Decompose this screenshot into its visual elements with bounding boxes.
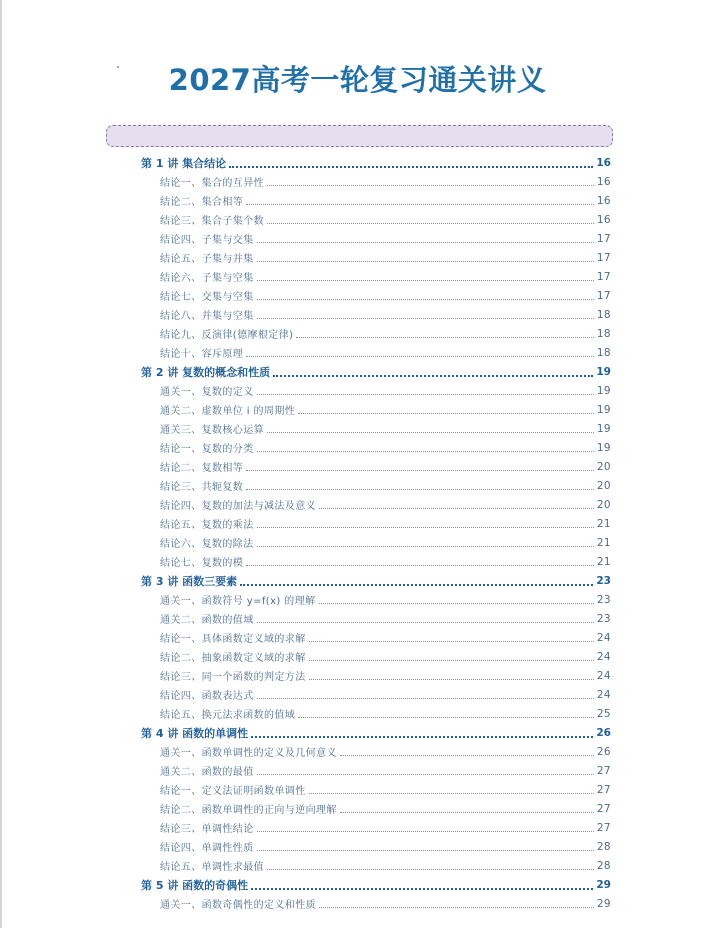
toc-subsection-entry[interactable]	[141, 172, 611, 191]
toc-subsection-entry[interactable]	[141, 476, 611, 495]
toc-entry-title: 结论八、并集与空集	[160, 311, 254, 322]
dot-leader	[246, 460, 594, 471]
toc-subsection-entry[interactable]	[141, 191, 611, 210]
toc-subsection-entry[interactable]	[141, 533, 611, 552]
toc-page-number: 17	[596, 251, 611, 264]
toc-page-number: 18	[596, 327, 611, 340]
toc-page-number: 17	[596, 270, 611, 283]
dot-leader	[267, 213, 594, 224]
dot-leader	[257, 384, 594, 395]
dot-leader	[309, 669, 594, 680]
toc-page-number: 28	[596, 840, 611, 853]
toc-entry-title: 结论一、复数的分类	[160, 444, 254, 455]
toc-entry-title: 结论十、容斥原理	[160, 349, 244, 360]
toc-entry-title: 通关一、复数的定义	[160, 387, 254, 398]
dot-leader	[257, 270, 594, 281]
toc-subsection-entry[interactable]	[141, 894, 611, 913]
toc-page-number: 21	[596, 517, 611, 530]
toc-entry-title: 第 3 讲 函数三要素	[141, 574, 238, 588]
toc-subsection-entry[interactable]	[141, 381, 611, 400]
dot-leader	[257, 289, 594, 300]
toc-page-number: 19	[596, 422, 611, 435]
toc-page-number: 19	[596, 365, 611, 378]
toc-subsection-entry[interactable]	[141, 647, 611, 666]
toc-entry-title: 结论一、集合的互异性	[160, 178, 264, 189]
dot-leader	[267, 175, 594, 186]
toc-page-number: 24	[596, 631, 611, 644]
toc-entry-title: 结论二、抽象函数定义域的求解	[160, 653, 306, 664]
dot-leader	[319, 498, 594, 509]
toc-entry-title: 通关三、复数核心运算	[160, 425, 264, 436]
toc-subsection-entry[interactable]	[141, 229, 611, 248]
toc-subsection-entry[interactable]	[141, 742, 611, 761]
dot-leader	[251, 726, 593, 738]
page-edge	[0, 0, 2, 928]
toc-subsection-entry[interactable]	[141, 837, 611, 856]
dot-leader	[257, 441, 594, 452]
toc-subsection-entry[interactable]	[141, 286, 611, 305]
toc-page-number: 16	[596, 175, 611, 188]
toc-subsection-entry[interactable]	[141, 324, 611, 343]
toc-page-number: 26	[596, 726, 611, 739]
dot-leader	[240, 574, 593, 586]
toc-subsection-entry[interactable]	[141, 343, 611, 362]
toc-subsection-entry[interactable]	[141, 685, 611, 704]
dot-leader	[229, 156, 593, 168]
toc-page-number: 27	[596, 764, 611, 777]
toc-subsection-entry[interactable]	[141, 400, 611, 419]
toc-subsection-entry[interactable]	[141, 780, 611, 799]
toc-entry-title: 结论三、集合子集个数	[160, 216, 264, 227]
toc-page-number: 27	[596, 821, 611, 834]
toc-page-number: 18	[596, 308, 611, 321]
toc-chapter-entry[interactable]	[141, 153, 611, 172]
toc-entry-title: 结论六、子集与空集	[160, 273, 254, 284]
toc-entry-title: 通关二、函数的最值	[160, 767, 254, 778]
toc-subsection-entry[interactable]	[141, 495, 611, 514]
dot-leader	[257, 688, 594, 699]
toc-page-number: 20	[596, 498, 611, 511]
toc-entry-title: 结论二、集合相等	[160, 197, 244, 208]
dot-leader	[267, 859, 594, 870]
toc-chapter-entry[interactable]	[141, 362, 611, 381]
toc-entry-title: 第 1 讲 集合结论	[141, 156, 227, 170]
toc-entry-title: 第 2 讲 复数的概念和性质	[141, 365, 271, 379]
toc-page-number: 29	[596, 878, 611, 891]
toc-entry-title: 结论五、单调性求最值	[160, 862, 264, 873]
toc-subsection-entry[interactable]	[141, 590, 611, 609]
toc-entry-title: 结论九、反演律(德摩根定律)	[160, 330, 294, 341]
toc-subsection-entry[interactable]	[141, 210, 611, 229]
toc-entry-title: 结论一、具体函数定义域的求解	[160, 634, 306, 645]
toc-page-number: 16	[596, 213, 611, 226]
toc-entry-title: 结论五、子集与并集	[160, 254, 254, 265]
toc-subsection-entry[interactable]	[141, 609, 611, 628]
dot-leader	[257, 536, 594, 547]
toc-entry-title: 结论五、复数的乘法	[160, 520, 254, 531]
dot-leader	[257, 821, 594, 832]
toc-entry-title: 结论三、同一个函数的判定方法	[160, 672, 306, 683]
toc-page-number: 18	[596, 346, 611, 359]
toc-page-number: 24	[596, 688, 611, 701]
dot-leader	[309, 650, 594, 661]
toc-page-number: 29	[596, 897, 611, 910]
toc-entry-title: 结论四、复数的加法与减法及意义	[160, 501, 316, 512]
toc-page-number: 27	[596, 802, 611, 815]
dot-leader	[340, 802, 594, 813]
toc-page-number: 20	[596, 460, 611, 473]
dot-leader	[273, 365, 593, 377]
dot-leader	[257, 308, 594, 319]
dot-leader	[309, 631, 594, 642]
toc-page-number: 21	[596, 536, 611, 549]
dot-leader	[298, 707, 594, 718]
dot-leader	[246, 479, 594, 490]
toc-page-number: 23	[596, 612, 611, 625]
toc-subsection-entry[interactable]	[141, 457, 611, 476]
toc-subsection-entry[interactable]	[141, 666, 611, 685]
toc-entry-title: 结论一、定义法证明函数单调性	[160, 786, 306, 797]
toc-page-number: 23	[596, 593, 611, 606]
toc-entry-title: 结论四、单调性性质	[160, 843, 254, 854]
dot-leader	[257, 517, 594, 528]
dot-leader	[246, 194, 594, 205]
toc-page-number: 24	[596, 650, 611, 663]
toc-entry-title: 结论七、复数的模	[160, 558, 244, 569]
toc-entry-title: 结论四、子集与交集	[160, 235, 254, 246]
toc-subsection-entry[interactable]	[141, 248, 611, 267]
toc-entry-title: 结论七、交集与空集	[160, 292, 254, 303]
toc-page-number: 17	[596, 289, 611, 302]
toc-subsection-entry[interactable]	[141, 704, 611, 723]
toc-subsection-entry[interactable]	[141, 818, 611, 837]
toc-page-number: 17	[596, 232, 611, 245]
toc-entry-title: 第 5 讲 函数的奇偶性	[141, 878, 249, 892]
dot-leader	[257, 840, 594, 851]
toc-page-number: 27	[596, 783, 611, 796]
toc-entry-title: 结论六、复数的除法	[160, 539, 254, 550]
toc-subsection-entry[interactable]	[141, 267, 611, 286]
toc-subsection-entry[interactable]	[141, 305, 611, 324]
toc-entry-title: 通关二、函数的值域	[160, 615, 254, 626]
toc-entry-title: 通关一、函数符号 y=f(x) 的理解	[160, 596, 316, 607]
toc-page-number: 16	[596, 156, 611, 169]
dot-leader	[340, 745, 594, 756]
toc-subsection-entry[interactable]	[141, 438, 611, 457]
toc-chapter-entry[interactable]	[141, 875, 611, 894]
toc-entry-title: 结论三、共轭复数	[160, 482, 244, 493]
dot-leader	[246, 346, 594, 357]
toc-entry-title: 第 4 讲 函数的单调性	[141, 726, 249, 740]
dot-leader	[257, 251, 594, 262]
toc-entry-title: 结论五、换元法求函数的值域	[160, 710, 296, 721]
toc-page-number: 21	[596, 555, 611, 568]
dot-leader	[257, 612, 594, 623]
toc-page-number: 23	[596, 574, 611, 587]
dot-leader	[246, 555, 594, 566]
dot-leader	[267, 422, 594, 433]
toc-chapter-entry[interactable]	[141, 571, 611, 590]
toc-subsection-entry[interactable]	[141, 761, 611, 780]
dot-leader	[296, 327, 593, 338]
toc-entry-title: 结论三、单调性结论	[160, 824, 254, 835]
toc-page-number: 24	[596, 669, 611, 682]
toc-entry-title: 通关二、虚数单位 i 的周期性	[160, 406, 296, 417]
dot-leader	[319, 593, 594, 604]
toc-entry-title: 结论四、函数表达式	[160, 691, 254, 702]
toc-subsection-entry[interactable]	[141, 856, 611, 875]
dot-leader	[298, 403, 594, 414]
dot-leader	[309, 783, 594, 794]
toc-page-number: 19	[596, 441, 611, 454]
toc-subsection-entry[interactable]	[141, 514, 611, 533]
toc-header-banner	[106, 125, 613, 147]
toc-subsection-entry[interactable]	[141, 628, 611, 647]
toc-chapter-entry[interactable]	[141, 723, 611, 742]
table-of-contents	[141, 153, 611, 913]
toc-entry-title: 结论二、函数单调性的正向与逆向理解	[160, 805, 337, 816]
toc-page-number: 25	[596, 707, 611, 720]
toc-page-number: 20	[596, 479, 611, 492]
toc-page-number: 16	[596, 194, 611, 207]
dot-leader	[257, 232, 594, 243]
toc-subsection-entry[interactable]	[141, 552, 611, 571]
dot-leader	[251, 878, 593, 890]
toc-entry-title: 通关一、函数奇偶性的定义和性质	[160, 900, 316, 911]
dot-leader	[319, 897, 594, 908]
document-title: 2027高考一轮复习通关讲义	[168, 63, 547, 97]
dot-leader	[257, 764, 594, 775]
toc-page-number: 19	[596, 384, 611, 397]
toc-page-number: 26	[596, 745, 611, 758]
toc-page-number: 28	[596, 859, 611, 872]
toc-page-number: 19	[596, 403, 611, 416]
toc-entry-title: 结论二、复数相等	[160, 463, 244, 474]
toc-subsection-entry[interactable]	[141, 799, 611, 818]
toc-entry-title: 通关一、函数单调性的定义及几何意义	[160, 748, 337, 759]
toc-subsection-entry[interactable]	[141, 419, 611, 438]
